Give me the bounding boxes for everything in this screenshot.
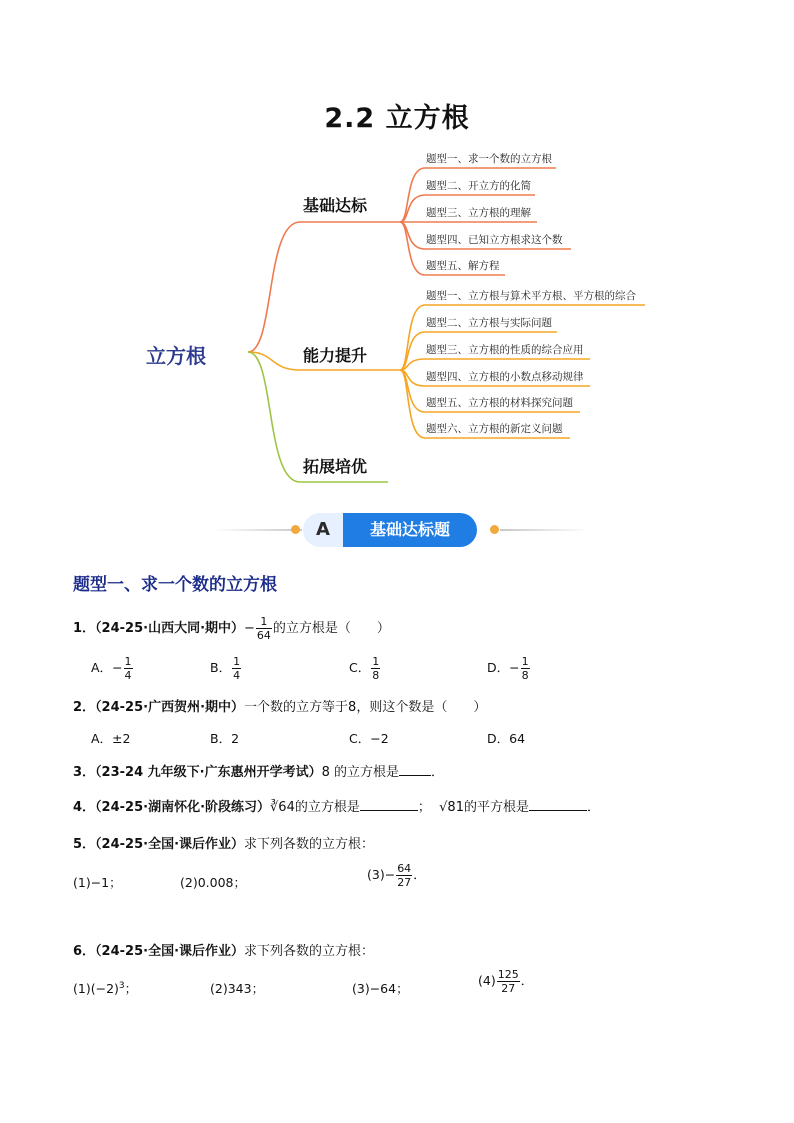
question-4: 4．（24-25·湖南怀化·阶段练习）∛64的立方根是 ； √81的平方根是 ． bbox=[73, 800, 600, 815]
mindmap-leaf: 题型五、解方程 bbox=[426, 260, 500, 272]
mindmap-branch-extension: 拓展培优 bbox=[303, 457, 368, 476]
banner-dot-left bbox=[291, 525, 300, 534]
mindmap-branch-advanced: 能力提升 bbox=[303, 346, 368, 365]
answer-blank[interactable] bbox=[399, 763, 431, 776]
question-2-option-b: B．2 bbox=[210, 731, 240, 746]
question-5-part-1: (1)−1； bbox=[73, 875, 122, 890]
mindmap-leaf: 题型四、已知立方根求这个数 bbox=[426, 234, 563, 246]
banner-letter: A bbox=[303, 513, 343, 547]
question-3: 3．（23-24 九年级下·广东惠州开学考试）8 的立方根是 ． bbox=[73, 765, 445, 780]
question-6-part-1: $(1)(-2)^3$； bbox=[73, 980, 138, 996]
page-title: 2.2 立方根 bbox=[324, 103, 470, 134]
banner-dot-right bbox=[490, 525, 499, 534]
question-2-option-d: D．64 bbox=[487, 731, 526, 746]
mindmap-leaf: 题型四、立方根的小数点移动规律 bbox=[426, 371, 584, 383]
mindmap-leaf: 题型二、开立方的化简 bbox=[426, 180, 531, 192]
question-6-part-2: (2)343； bbox=[210, 981, 265, 996]
question-2-option-c: C．−2 bbox=[349, 731, 389, 746]
banner-label: 基础达标题 bbox=[343, 513, 477, 547]
banner-line-right bbox=[500, 529, 590, 531]
mindmap-connectors bbox=[0, 0, 794, 500]
mindmap-leaf: 题型一、求一个数的立方根 bbox=[426, 153, 552, 165]
question-1-option-a: A．− $\frac{1}{4}$ bbox=[91, 655, 132, 682]
mindmap-branch-basic: 基础达标 bbox=[303, 196, 368, 215]
question-5-part-3: (3)− $\frac{64}{27}$ ． bbox=[367, 862, 426, 889]
question-1-option-b: B． $\frac{1}{4}$ bbox=[210, 655, 241, 682]
question-6-part-4: (4) $\frac{125}{27}$ ． bbox=[478, 968, 534, 995]
question-1: 1．（24-25·山西大同·期中）− $\frac{1}{64}$ 的立方根是（ ） bbox=[73, 615, 390, 642]
mindmap-leaf: 题型二、立方根与实际问题 bbox=[426, 317, 552, 329]
question-1-option-d: D．− $\frac{1}{8}$ bbox=[487, 655, 529, 682]
question-2-option-a: A．±2 bbox=[91, 731, 131, 746]
question-6-part-3: (3)−64； bbox=[352, 981, 409, 996]
question-5-part-2: (2)0.008； bbox=[180, 875, 246, 890]
mindmap-leaf: 题型一、立方根与算术平方根、平方根的综合 bbox=[426, 290, 636, 302]
mindmap-root: 立方根 bbox=[146, 344, 206, 368]
connector-branch1 bbox=[248, 222, 400, 352]
answer-blank[interactable] bbox=[529, 798, 587, 811]
question-6: 6．（24-25·全国·课后作业）求下列各数的立方根： bbox=[73, 944, 375, 959]
banner-line-left bbox=[212, 529, 302, 531]
question-1-option-c: C． $\frac{1}{8}$ bbox=[349, 655, 380, 682]
mindmap-leaf: 题型三、立方根的性质的综合应用 bbox=[426, 344, 584, 356]
answer-blank[interactable] bbox=[360, 798, 418, 811]
section-title: 题型一、求一个数的立方根 bbox=[73, 575, 277, 595]
mindmap-leaf: 题型三、立方根的理解 bbox=[426, 207, 531, 219]
section-banner bbox=[303, 513, 477, 547]
question-5: 5．（24-25·全国·课后作业）求下列各数的立方根： bbox=[73, 837, 375, 852]
question-2: 2．（24-25·广西贺州·期中）一个数的立方等于8，则这个数是（ ） bbox=[73, 700, 487, 715]
mindmap-leaf: 题型六、立方根的新定义问题 bbox=[426, 423, 563, 435]
mindmap-leaf: 题型五、立方根的材料探究问题 bbox=[426, 397, 573, 409]
